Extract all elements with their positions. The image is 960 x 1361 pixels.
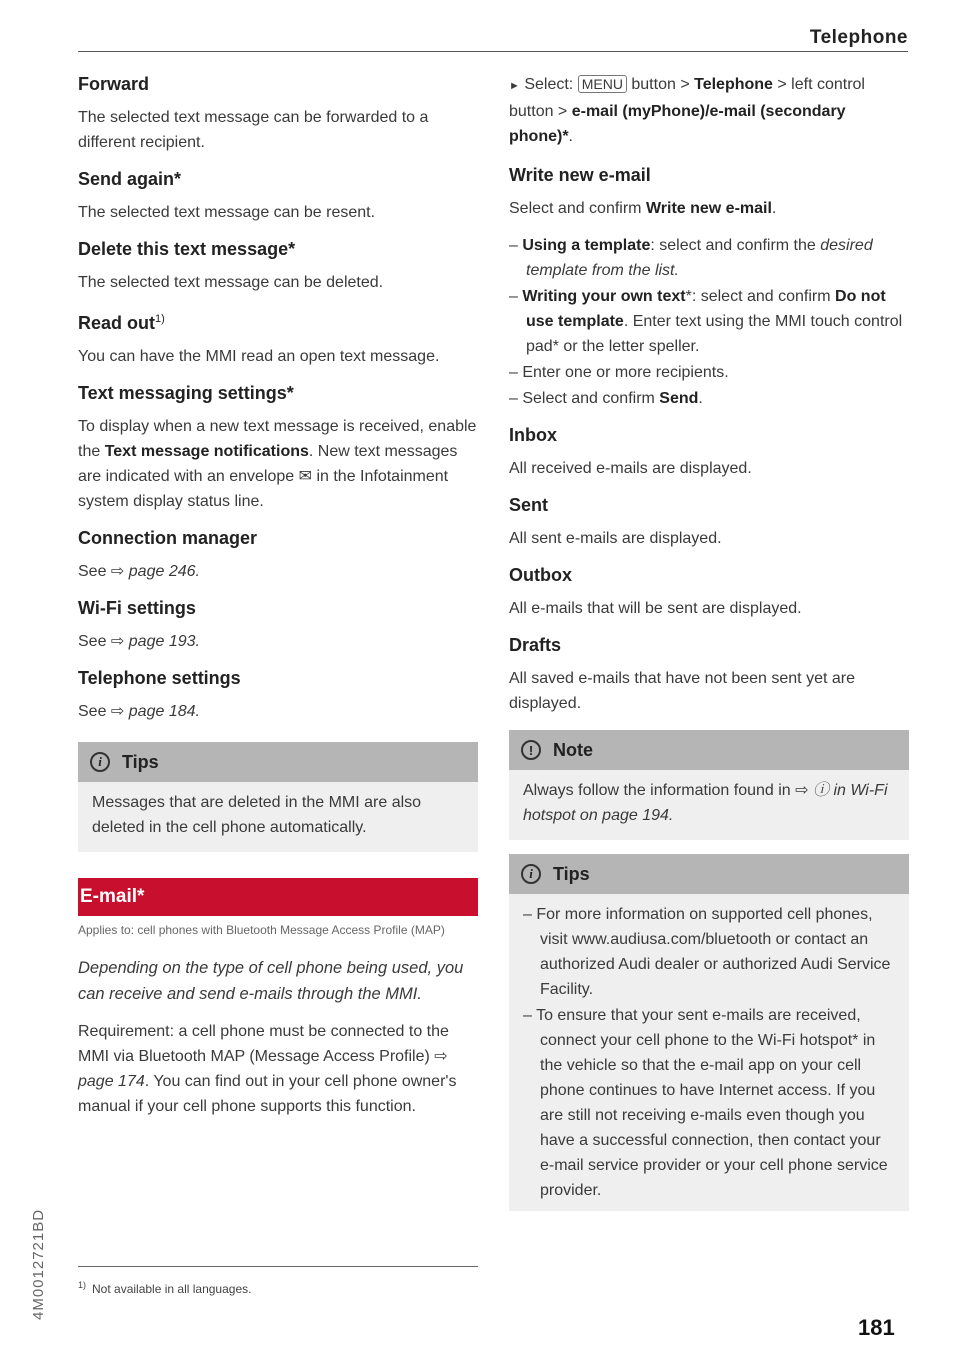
list-item: – Select and confirm Send.	[509, 390, 703, 407]
footnote-rule	[78, 1266, 478, 1267]
page-link[interactable]: ⇨ page 193.	[110, 633, 200, 650]
heading-drafts: Drafts	[509, 635, 562, 655]
sent-text: All sent e-mails are displayed.	[509, 530, 722, 547]
applies-to: Applies to: cell phones with Bluetooth Message Access Profile (MAP)	[78, 923, 445, 937]
connection-manager-ref: See ⇨ page 246.	[78, 563, 200, 580]
note-header	[509, 730, 909, 770]
outbox-text: All e-mails that will be sent are displayed.	[509, 600, 802, 617]
list-item: – Writing your own text*: select and confirm Do not use template. Enter text using the MMI touch control pad* or the letter speller.	[509, 288, 903, 355]
step-arrow-icon: ►	[509, 80, 520, 92]
write-new-steps	[509, 233, 909, 411]
tips-title: Tips	[553, 863, 590, 884]
list-item: – Enter one or more recipients.	[509, 364, 729, 381]
page-number: 181	[858, 1315, 895, 1340]
note-title: Note	[553, 739, 593, 760]
heading-send-again: Send again*	[78, 169, 182, 189]
warning-icon: !	[521, 740, 541, 760]
drafts-text: All saved e-mails that have not been sent yet are displayed.	[509, 670, 855, 712]
list-item: – To ensure that your sent e-mails are received, connect your cell phone to the Wi-Fi hotspot* in the vehicle so that the e-mail app on your cell phone continues to have Internet access. If you are still not receiving e-mails even though you have a successful connection, then contact your e-mail service provider or your cell phone service provider.	[523, 1007, 888, 1199]
document-code: 4M0012721BD	[30, 1208, 47, 1320]
envelope-icon: ✉	[298, 468, 312, 485]
tips-body	[509, 894, 909, 1211]
list-item: – Using a template: select and confirm the desired template from the list.	[509, 237, 873, 279]
footnote-ref: 1)	[155, 313, 165, 325]
left-column	[78, 72, 478, 1131]
page-link[interactable]: ⇨ page 184.	[110, 703, 200, 720]
heading-inbox: Inbox	[509, 425, 557, 445]
tips-box	[509, 854, 909, 1211]
inbox-text: All received e-mails are displayed.	[509, 460, 752, 477]
tips-title: Tips	[122, 751, 159, 772]
list-item: – For more information on supported cell phones, visit www.audiusa.com/bluetooth or contact an authorized Audi dealer or authorized Audi Service Facility.	[523, 906, 891, 998]
section-title-email: E-mail*	[78, 878, 478, 916]
note-box	[509, 730, 909, 840]
tips-body	[78, 782, 478, 852]
heading-texting-settings: Text messaging settings*	[78, 383, 294, 403]
heading-write-new: Write new e-mail	[509, 165, 651, 185]
email-requirement: Requirement: a cell phone must be connected to the MMI via Bluetooth MAP (Message Access Profile) ⇨ page 174. You can find out in your cell phone owner's manual if your cell phone supports this function.	[78, 1023, 457, 1115]
info-icon: i	[90, 752, 110, 772]
right-column	[509, 72, 909, 1211]
forward-text: The selected text message can be forwarded to a different recipient.	[78, 109, 429, 151]
delete-message-text: The selected text message can be deleted.	[78, 274, 384, 291]
heading-connection-manager: Connection manager	[78, 528, 258, 548]
heading-delete-message: Delete this text message*	[78, 239, 296, 259]
tips-list	[523, 902, 895, 1203]
menu-key: MENU	[578, 75, 627, 93]
header-rule	[78, 51, 908, 52]
send-again-text: The selected text message can be resent.	[78, 204, 376, 221]
write-new-text: Select and confirm Write new e-mail.	[509, 200, 777, 217]
select-instruction: ► Select: MENU button > Telephone > left control button > e-mail (myPhone)/e-mail (secondary phone)*.	[509, 76, 865, 145]
telephone-settings-ref: See ⇨ page 184.	[78, 703, 200, 720]
page-link[interactable]: ⇨ page 246.	[110, 563, 200, 580]
heading-wifi-settings: Wi-Fi settings	[78, 598, 196, 618]
heading-sent: Sent	[509, 495, 549, 515]
note-body	[509, 770, 909, 840]
heading-forward: Forward	[78, 74, 150, 94]
footnote: $^{1)}$ Not available in all languages.	[78, 1280, 252, 1296]
tips-header	[78, 742, 478, 782]
page-link[interactable]: ⇨ page 174	[78, 1048, 448, 1090]
heading-telephone-settings: Telephone settings	[78, 668, 241, 688]
page-link[interactable]: ⇨ ⓘ in Wi-Fi hotspot on page 194.	[523, 782, 888, 824]
info-icon: i	[521, 864, 541, 884]
texting-settings-text: To display when a new text message is received, enable the Text message notifications. New text messages are indicated with an envelope ✉ in the Infotainment system display status line.	[78, 418, 477, 510]
tips-box	[78, 742, 478, 852]
tips-header	[509, 854, 909, 894]
heading-outbox: Outbox	[509, 565, 572, 585]
wifi-settings-ref: See ⇨ page 193.	[78, 633, 200, 650]
email-intro: Depending on the type of cell phone being used, you can receive and send e-mails through the MMI.	[78, 959, 464, 1003]
tips-text: Messages that are deleted in the MMI are also deleted in the cell phone automatically.	[92, 794, 422, 836]
chapter-title: Telephone	[809, 27, 908, 48]
note-text: Always follow the information found in ⇨ ⓘ in Wi-Fi hotspot on page 194.	[523, 782, 888, 824]
heading-read-out: Read out$^{1)}$	[78, 313, 165, 333]
read-out-text: You can have the MMI read an open text message.	[78, 348, 440, 365]
